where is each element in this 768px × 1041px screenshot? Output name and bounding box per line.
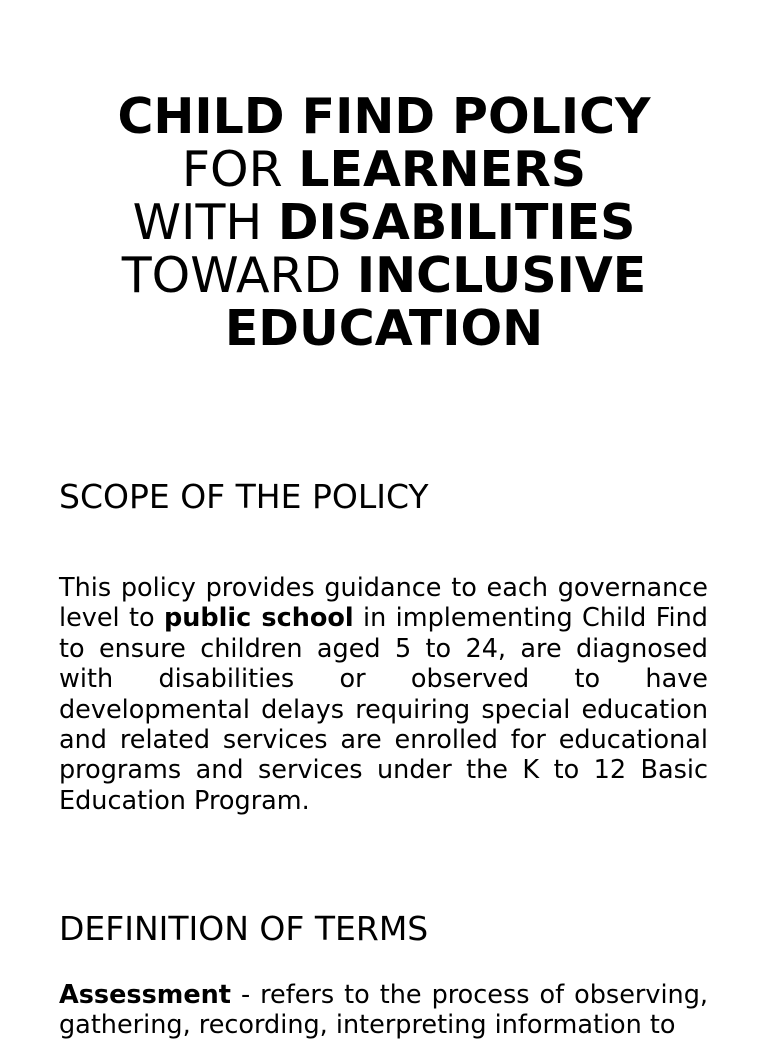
title-line-3-bold: DISABILITIES: [277, 194, 636, 251]
title-line-2-bold: LEARNERS: [298, 141, 587, 198]
scope-text-before: This policy provides guidance to each governance level to: [59, 573, 708, 634]
title-line-5: [0, 302, 768, 355]
assessment-text: - refers to the process of observing, gathering, recording, interpreting information to: [59, 980, 708, 1041]
title-line-1: [0, 90, 768, 143]
scope-text-bold: public school: [164, 603, 354, 634]
scope-heading: SCOPE OF THE POLICY: [59, 477, 429, 516]
document-title: [0, 90, 768, 355]
title-line-3-normal: WITH: [132, 194, 278, 251]
title-line-5-bold: EDUCATION: [224, 300, 544, 357]
title-line-3: [0, 196, 768, 249]
title-line-2-normal: FOR: [181, 141, 299, 198]
scope-paragraph: [59, 573, 708, 816]
title-line-2: [0, 143, 768, 196]
assessment-term: Assessment: [59, 980, 231, 1010]
title-line-4-normal: TOWARD: [121, 247, 357, 304]
title-line-4-bold: INCLUSIVE: [356, 247, 647, 304]
definitions-heading: DEFINITION OF TERMS: [59, 909, 429, 948]
title-line-1-bold: CHILD FIND POLICY: [117, 88, 651, 145]
title-line-4: [0, 249, 768, 302]
assessment-definition: [59, 980, 708, 1041]
scope-text-after: in implementing Child Find to ensure children aged 5 to 24, are diagnosed with disabilities or observed to have developmental delays requiring special education and related services are enrolled for educational programs and services under the K to 12 Basic Education Program.: [59, 603, 708, 816]
